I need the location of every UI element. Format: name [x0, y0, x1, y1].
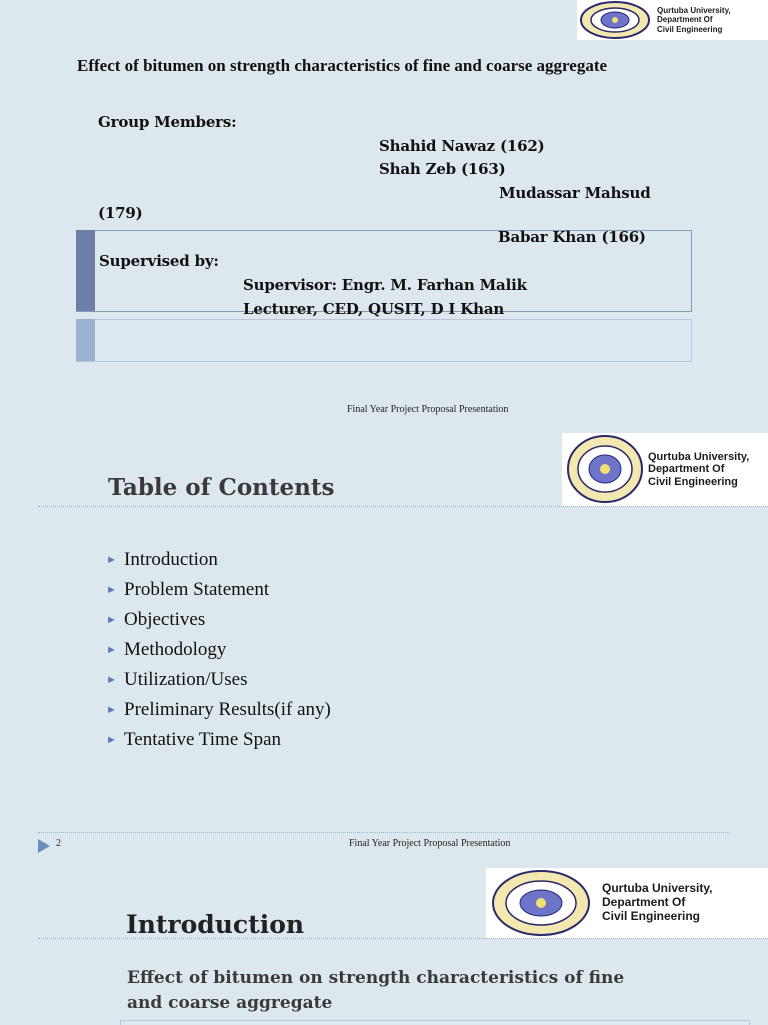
intro-title: Introduction [126, 910, 305, 939]
university-seal-icon [562, 433, 644, 506]
list-item: ► Introduction [106, 549, 218, 570]
logo-line-2: Department Of [657, 15, 713, 25]
university-logo [486, 868, 768, 938]
intro-subtitle: Effect of bitumen on strength characteristics of fine and coarse aggregate [127, 968, 625, 1013]
list-item: ► Utilization/Uses [106, 669, 248, 690]
bullet-arrow-icon: ► [106, 644, 117, 656]
list-item: ► Preliminary Results(if any) [106, 699, 331, 720]
logo-line-3: Civil Engineering [602, 908, 701, 923]
slide-number: 2 [56, 838, 61, 849]
member-1: Shahid Nawaz (162) [379, 137, 545, 155]
list-item: ► Problem Statement [106, 579, 270, 600]
footer-divider [38, 832, 730, 833]
toc-list [106, 545, 331, 755]
logo-line-1: Qurtuba University, [602, 881, 713, 896]
supervisor-title: Lecturer, CED, QUSIT, D I Khan [243, 300, 505, 318]
university-logo [562, 433, 768, 506]
slide-number-arrow-icon [38, 839, 50, 853]
university-seal-icon [486, 868, 596, 938]
bullet-arrow-icon: ► [106, 704, 117, 716]
list-item: ► Tentative Time Span [106, 729, 282, 750]
bullet-arrow-icon: ► [106, 614, 117, 626]
slide1-title: Effect of bitumen on strength characteristics of fine and coarse aggregate [77, 56, 608, 75]
member-2: Shah Zeb (163) [379, 160, 506, 178]
slide1-frame-accent-bar [76, 230, 95, 311]
university-logo [577, 0, 768, 40]
intro-content-frame [120, 1020, 750, 1025]
intro-title-divider [38, 938, 768, 939]
logo-line-3: Civil Engineering [657, 24, 723, 34]
slide1-footer: Final Year Project Proposal Presentation [347, 404, 509, 415]
title-divider [38, 506, 768, 507]
supervised-by-label: Supervised by: [99, 252, 219, 270]
bullet-arrow-icon: ► [106, 584, 117, 596]
logo-line-1: Qurtuba University, [657, 6, 731, 16]
slide2-footer: Final Year Project Proposal Presentation [349, 838, 511, 849]
logo-line-2: Department Of [602, 895, 686, 910]
member-4: Babar Khan (166) [498, 228, 646, 246]
bullet-arrow-icon: ► [106, 674, 117, 686]
logo-line-3: Civil Engineering [648, 475, 738, 488]
logo-line-1: Qurtuba University, [648, 450, 750, 463]
slide1-secondary-frame [76, 319, 692, 362]
group-members-label: Group Members: [98, 113, 237, 131]
bullet-arrow-icon: ► [106, 734, 117, 746]
logo-line-2: Department Of [648, 463, 725, 476]
toc-title: Table of Contents [108, 474, 335, 501]
list-item: ► Methodology [106, 639, 227, 660]
bullet-arrow-icon: ► [106, 554, 117, 566]
list-item: ► Objectives [106, 609, 206, 630]
university-seal-icon [577, 0, 653, 40]
supervisor-name: Supervisor: Engr. M. Farhan Malik [243, 276, 527, 294]
member-3: Mudassar Mahsud [499, 184, 651, 202]
slide1-secondary-accent-bar [76, 319, 95, 361]
member-3-id: (179) [98, 204, 143, 222]
